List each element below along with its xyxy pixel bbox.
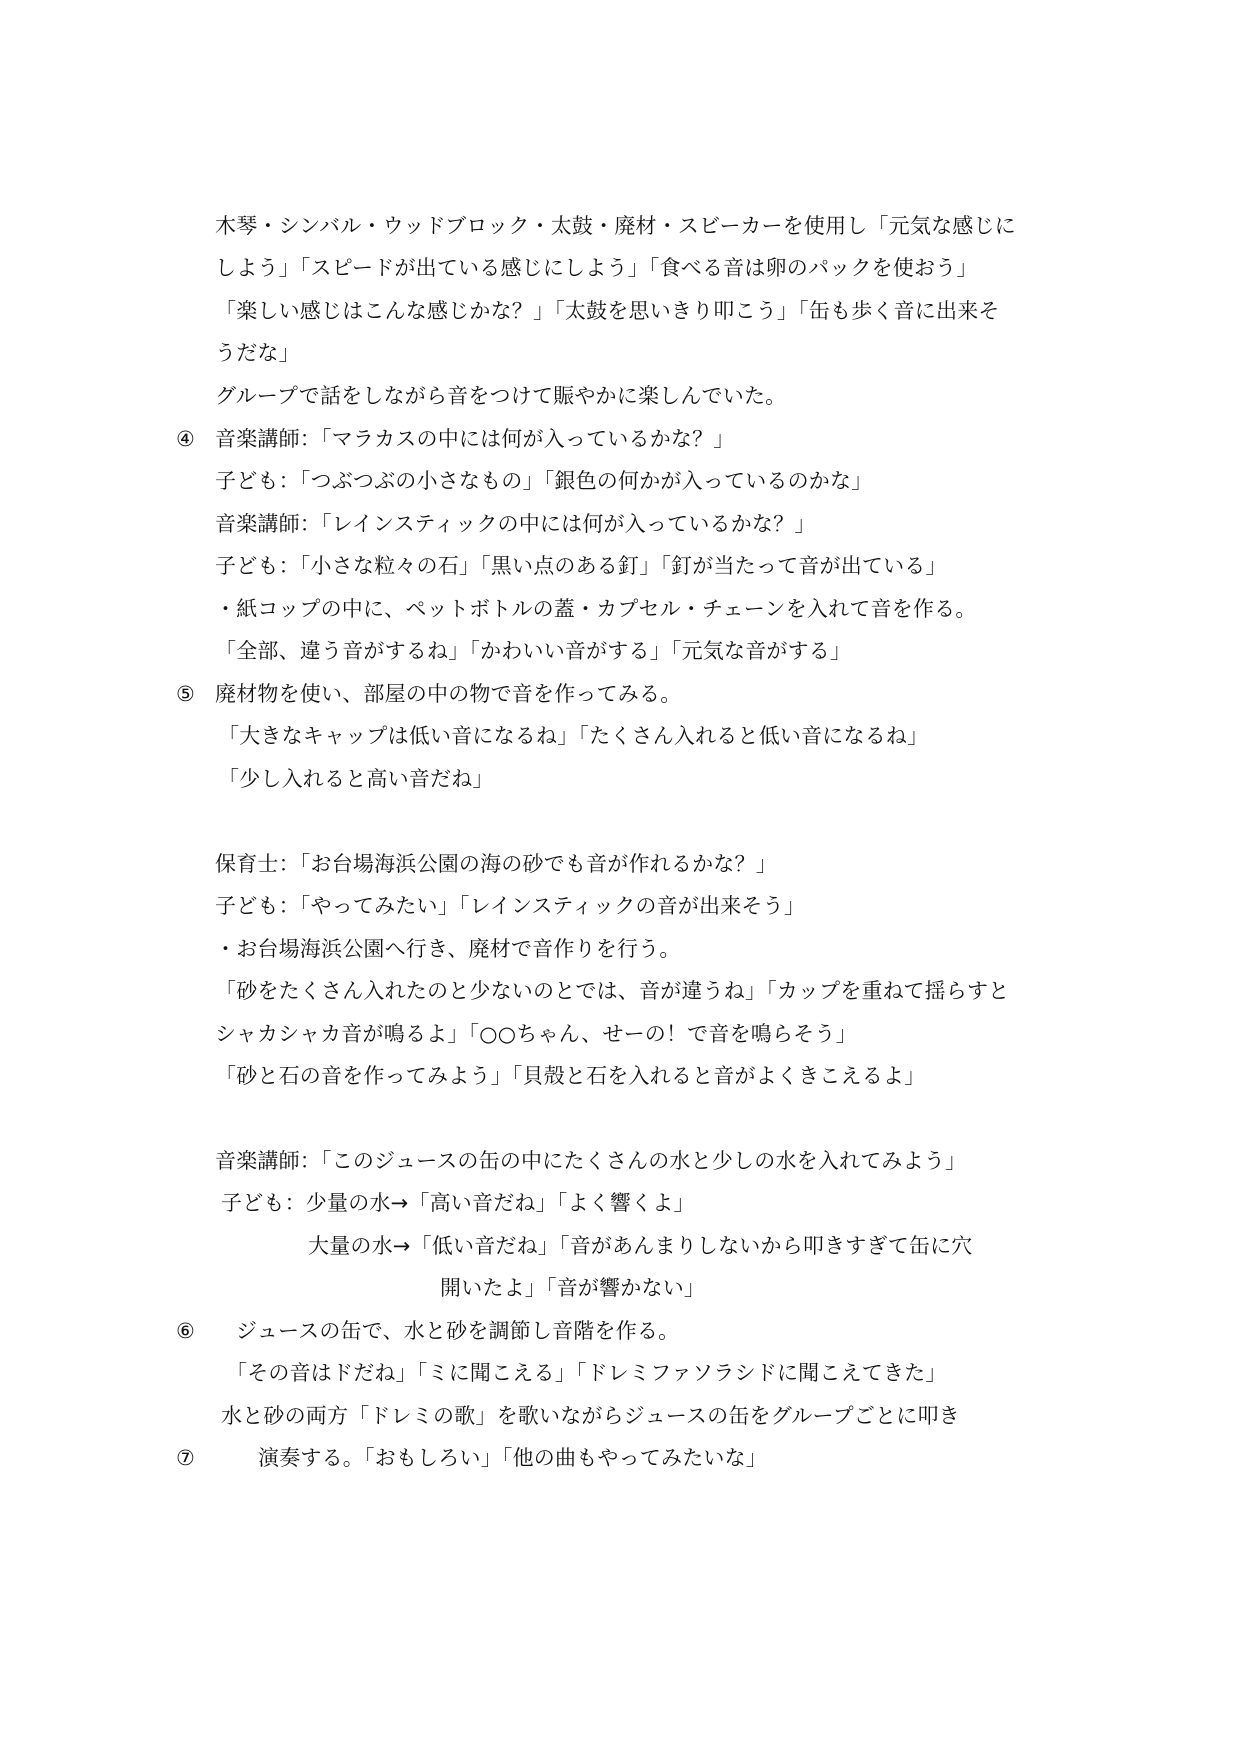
intro-line-1: 木琴・シンバル・ウッドブロック・太鼓・廃材・スビーカーを使用し「元気な感じに (215, 214, 1016, 238)
odaiba-line-4: 「砂をたくさん入れたのと少ないのとでは、音が違うね」「カップを重ねて揺らすと (215, 979, 1010, 1003)
item-number-4: ④ (176, 427, 195, 451)
item-number-7: ⑦ (176, 1446, 195, 1470)
item5-line-1: 廃材物を使い、部屋の中の物で音を作ってみる。 (215, 682, 682, 706)
odaiba-line-3: ・お台場海浜公園へ行き、廃材で音作りを行う。 (215, 937, 681, 961)
item6-line-1: ジュースの缶で、水と砂を調節し音階を作る。 (236, 1319, 680, 1343)
item6-line-2: 「その音はドだね」「ミに聞こえる」「ドレミファソラシドに聞こえてきた」 (226, 1361, 947, 1385)
item-number-5: ⑤ (176, 682, 195, 706)
intro-line-3: 「楽しい感じはこんな感じかな？」「太鼓を思いきり叩こう」「缶も歩く音に出来そ (215, 299, 1000, 323)
item-number-6: ⑥ (176, 1319, 195, 1343)
item7-line-1: 演奏する。「おもしろい」「他の曲もやってみたいな」 (258, 1446, 767, 1470)
item4-line-4: 子ども：「小さな粒々の石」「黒い点のある釘」「釘が当たって音が出ている」 (215, 554, 947, 578)
juice-line-1: 音楽講師：「このジュースの缶の中にたくさんの水と少しの水を入れてみよう」 (215, 1149, 967, 1173)
item4-line-1: 音楽講師：「マラカスの中には何が入っているかな？」 (215, 427, 735, 451)
odaiba-line-2: 子ども：「やってみたい」「レインスティックの音が出来そう」 (215, 894, 806, 918)
odaiba-line-1: 保育士：「お台場海浜公園の海の砂でも音が作れるかな？」 (215, 852, 777, 876)
item6-line-3: 水と砂の両方「ドレミの歌」を歌いながらジュースの缶をグループごとに叩き (221, 1404, 960, 1428)
item4-line-6: 「全部、違う音がするね」「かわいい音がする」「元気な音がする」 (215, 639, 852, 663)
intro-line-4: うだな」 (215, 341, 300, 365)
item4-line-3: 音楽講師：「レインスティックの中には何が入っているかな？」 (215, 512, 816, 536)
item5-line-3: 「少し入れると高い音だね」 (218, 767, 494, 791)
intro-line-2: しよう」「スピードが出ている感じにしよう」「食べる音は卵のパックを使おう」 (215, 256, 978, 280)
item4-line-2: 子ども：「つぶつぶの小さなもの」「銀色の何かが入っているのかな」 (215, 469, 873, 493)
juice-line-2: 子ども：少量の水→「高い音だね」「よく響くよ」 (221, 1191, 695, 1215)
odaiba-line-5: シャカシャカ音が鳴るよ」「○○ちゃん、せーの！で音を鳴らそう」 (215, 1022, 857, 1046)
item4-line-5: ・紙コップの中に、ペットボトルの蓋・カプセル・チェーンを入れて音を作る。 (215, 597, 977, 621)
intro-line-5: グループで話をしながら音をつけて賑やかに楽しんでいた。 (215, 384, 787, 408)
item5-line-2: 「大きなキャップは低い音になるね」「たくさん入れると低い音になるね」 (218, 724, 929, 748)
juice-line-4: 開いたよ」「音が響かない」 (440, 1276, 706, 1300)
odaiba-line-6: 「砂と石の音を作ってみよう」「貝殻と石を入れると音がよくきこえるよ」 (215, 1064, 926, 1088)
juice-line-3: 大量の水→「低い音だね」「音があんまりしないから叩きすぎて缶に穴 (308, 1234, 973, 1258)
